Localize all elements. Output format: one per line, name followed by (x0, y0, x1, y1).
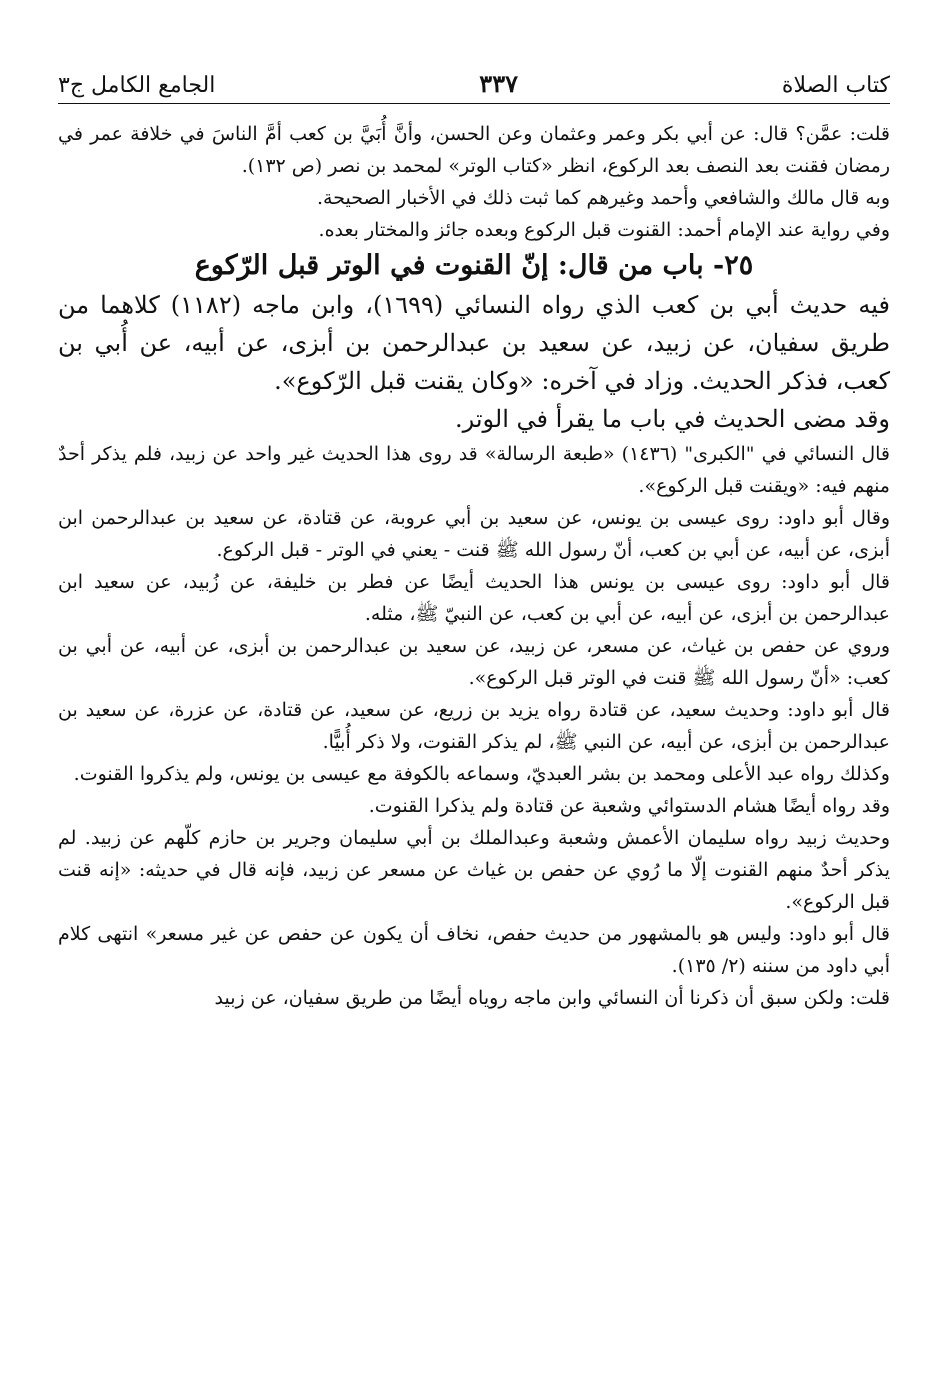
paragraph: وحديث زبيد رواه سليمان الأعمش وشعبة وعبدالملك بن أبي سليمان وجرير بن حازم كلّهم عن زبيد. لم يذكر أحدٌ منهم القنوت إلّا ما رُوي عن حفص بن غياث عن مسعر عن زبيد، فإنه قال في حديثه: «إنه قنت قبل الركوع». (58, 827, 890, 913)
paragraph: وقد رواه أيضًا هشام الدستوائي وشعبة عن قتادة ولم يذكرا القنوت. (368, 795, 890, 817)
paragraph: وبه قال مالك والشافعي وأحمد وغيرهم كما ثبت ذلك في الأخبار الصحيحة. (316, 187, 890, 209)
main-paragraph: فيه حديث أبي بن كعب الذي رواه النسائي (١٦٩٩)، وابن ماجه (١١٨٢) كلاهما من طريق سفيان، عن زبيد، عن سعيد بن عبدالرحمن بن أبزى، عن أبيه، عن أُبي بن كعب، فذكر الحديث. وزاد في آخره: «وكان يقنت قبل الرّكوع». (58, 291, 890, 395)
paragraph: وكذلك رواه عبد الأعلى ومحمد بن بشر العبديّ، وسماعه بالكوفة مع عيسى بن يونس، ولم يذكروا القنوت. (73, 763, 890, 785)
paragraph: قال أبو داود: وحديث سعيد، عن قتادة رواه يزيد بن زريع، عن سعيد، عن قتادة، عن عزرة، عن سعيد بن عبدالرحمن بن أبزى، عن أبيه، عن النبي ﷺ، لم يذكر القنوت، ولا ذكر أُبيًّا. (58, 699, 890, 753)
chapter-title: كتاب الصلاة (781, 73, 890, 98)
paragraph: وقال أبو داود: روى عيسى بن يونس، عن سعيد بن أبي عروبة، عن قتادة، عن سعيد بن عبدالرحمن ابن أبزى، عن أبيه، عن أبي بن كعب، أنّ رسول الله ﷺ قنت - يعني في الوتر - قبل الركوع. (58, 507, 890, 561)
paragraph: قلت: ولكن سبق أن ذكرنا أن النسائي وابن ماجه روياه أيضًا من طريق سفيان، عن زبيد (214, 987, 890, 1009)
paragraph: قلت: عمَّن؟ قال: عن أبي بكر وعمر وعثمان وعن الحسن، وأنَّ أُبَيَّ بن كعب أمَّ الناسَ في خلافة عمر في رمضان فقنت بعد النصف بعد الركوع، انظر «كتاب الوتر» لمحمد بن نصر (ص ١٣٢). (58, 123, 890, 177)
header-rule (58, 103, 890, 104)
page-body (58, 118, 890, 1014)
paragraph: وروي عن حفص بن غياث، عن مسعر، عن زبيد، عن سعيد بن عبدالرحمن بن أبزى، عن أبيه، عن أبي بن كعب: «أنّ رسول الله ﷺ قنت في الوتر قبل الركوع». (58, 635, 890, 689)
paragraph: قال أبو داود: روى عيسى بن يونس هذا الحديث أيضًا عن فطر بن خليفة، عن زُبيد، عن سعيد ابن عبدالرحمن بن أبزى، عن أبيه، عن أبي بن كعب، عن النبيّ ﷺ، مثله. (58, 571, 890, 625)
paragraph: قال النسائي في "الكبرى" (١٤٣٦) «طبعة الرسالة» قد روى هذا الحديث غير واحد عن زبيد، فلم يذكر أحدٌ منهم فيه: «ويقنت قبل الركوع». (58, 443, 890, 497)
book-title: الجامع الكامل ج٣ (58, 73, 216, 98)
section-heading: ٢٥- باب من قال: إنّ القنوت في الوتر قبل الرّكوع (194, 250, 754, 281)
main-paragraph: وقد مضى الحديث في باب ما يقرأ في الوتر. (454, 405, 890, 433)
paragraph: وفي رواية عند الإمام أحمد: القنوت قبل الركوع وبعده جائز والمختار بعده. (318, 219, 890, 241)
page-header (58, 58, 890, 98)
page-number: ٣٣٧ (479, 69, 518, 98)
paragraph: قال أبو داود: وليس هو بالمشهور من حديث حفص، نخاف أن يكون عن حفص عن غير مسعر» انتهى كلام أبي داود من سننه (٢/ ١٣٥). (58, 923, 890, 977)
